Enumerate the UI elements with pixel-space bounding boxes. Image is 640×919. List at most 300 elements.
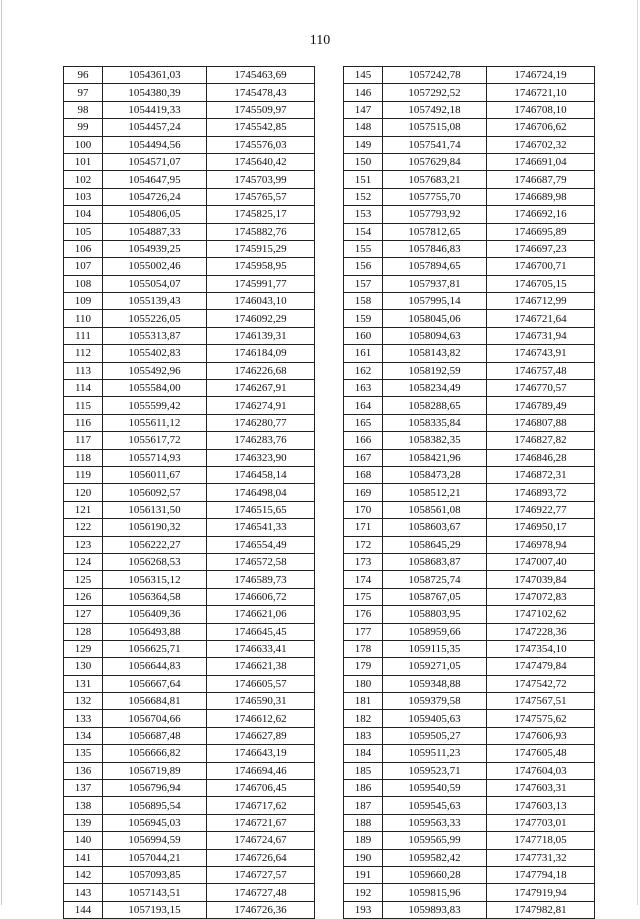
- y-coordinate-cell: 1747479,84: [487, 658, 595, 675]
- y-coordinate-cell: 1746498,04: [207, 484, 315, 501]
- table-row: [64, 67, 315, 84]
- x-coordinate-cell: 1059523,71: [383, 762, 487, 779]
- point-number-cell: 184: [344, 745, 383, 762]
- x-coordinate-cell: 1054939,25: [103, 240, 207, 257]
- y-coordinate-cell: 1747982,81: [487, 901, 595, 918]
- table-row: [344, 275, 595, 292]
- point-number-cell: 160: [344, 327, 383, 344]
- table-row: [344, 67, 595, 84]
- point-number-cell: 98: [64, 101, 103, 118]
- x-coordinate-cell: 1059893,83: [383, 901, 487, 918]
- x-coordinate-cell: 1054571,07: [103, 153, 207, 170]
- point-number-cell: 165: [344, 414, 383, 431]
- point-number-cell: 144: [64, 901, 103, 918]
- table-row: [344, 206, 595, 223]
- y-coordinate-cell: 1747072,83: [487, 588, 595, 605]
- y-coordinate-cell: 1746700,71: [487, 258, 595, 275]
- table-row: [64, 501, 315, 518]
- y-coordinate-cell: 1746697,23: [487, 240, 595, 257]
- y-coordinate-cell: 1746827,82: [487, 432, 595, 449]
- table-row: [64, 84, 315, 101]
- x-coordinate-cell: 1058959,66: [383, 623, 487, 640]
- y-coordinate-cell: 1746621,38: [207, 658, 315, 675]
- y-coordinate-cell: 1746692,16: [487, 206, 595, 223]
- x-coordinate-cell: 1054647,95: [103, 171, 207, 188]
- y-coordinate-cell: 1746612,62: [207, 710, 315, 727]
- table-row: [64, 432, 315, 449]
- x-coordinate-cell: 1059540,59: [383, 780, 487, 797]
- coordinates-table-right: [343, 66, 595, 919]
- y-coordinate-cell: 1747007,40: [487, 553, 595, 570]
- point-number-cell: 141: [64, 849, 103, 866]
- x-coordinate-cell: 1057995,14: [383, 293, 487, 310]
- y-coordinate-cell: 1746712,99: [487, 293, 595, 310]
- table-row: [64, 797, 315, 814]
- x-coordinate-cell: 1054380,39: [103, 84, 207, 101]
- table-row: [64, 240, 315, 257]
- x-coordinate-cell: 1055226,05: [103, 310, 207, 327]
- x-coordinate-cell: 1058603,67: [383, 519, 487, 536]
- y-coordinate-cell: 1746726,36: [207, 901, 315, 918]
- y-coordinate-cell: 1746627,89: [207, 727, 315, 744]
- point-number-cell: 153: [344, 206, 383, 223]
- x-coordinate-cell: 1057093,85: [103, 866, 207, 883]
- x-coordinate-cell: 1058725,74: [383, 571, 487, 588]
- x-coordinate-cell: 1059405,63: [383, 710, 487, 727]
- point-number-cell: 110: [64, 310, 103, 327]
- table-row: [344, 866, 595, 883]
- table-row: [64, 588, 315, 605]
- y-coordinate-cell: 1746708,10: [487, 101, 595, 118]
- y-coordinate-cell: 1746590,31: [207, 693, 315, 710]
- table-row: [344, 380, 595, 397]
- x-coordinate-cell: 1057755,70: [383, 188, 487, 205]
- table-row: [64, 466, 315, 483]
- point-number-cell: 164: [344, 397, 383, 414]
- x-coordinate-cell: 1057683,21: [383, 171, 487, 188]
- scan-edge-right: [637, 0, 638, 905]
- table-row: [344, 901, 595, 918]
- point-number-cell: 136: [64, 762, 103, 779]
- table-row: [344, 258, 595, 275]
- table-row: [344, 223, 595, 240]
- x-coordinate-cell: 1058192,59: [383, 362, 487, 379]
- y-coordinate-cell: 1747575,62: [487, 710, 595, 727]
- x-coordinate-cell: 1059660,28: [383, 866, 487, 883]
- y-coordinate-cell: 1747718,05: [487, 832, 595, 849]
- x-coordinate-cell: 1058473,28: [383, 466, 487, 483]
- point-number-cell: 134: [64, 727, 103, 744]
- table-row: [344, 710, 595, 727]
- point-number-cell: 186: [344, 780, 383, 797]
- table-row: [64, 223, 315, 240]
- point-number-cell: 148: [344, 119, 383, 136]
- table-row: [344, 658, 595, 675]
- table-body-right: [344, 67, 595, 919]
- x-coordinate-cell: 1056409,36: [103, 606, 207, 623]
- table-row: [64, 258, 315, 275]
- point-number-cell: 152: [344, 188, 383, 205]
- y-coordinate-cell: 1746280,77: [207, 414, 315, 431]
- point-number-cell: 122: [64, 519, 103, 536]
- table-row: [344, 484, 595, 501]
- table-body-left: [64, 67, 315, 919]
- table-row: [344, 675, 595, 692]
- point-number-cell: 111: [64, 327, 103, 344]
- table-row: [64, 553, 315, 570]
- y-coordinate-cell: 1746691,04: [487, 153, 595, 170]
- table-row: [64, 693, 315, 710]
- y-coordinate-cell: 1746724,19: [487, 67, 595, 84]
- table-row: [64, 901, 315, 918]
- point-number-cell: 142: [64, 866, 103, 883]
- y-coordinate-cell: 1745542,85: [207, 119, 315, 136]
- table-row: [64, 449, 315, 466]
- table-row: [344, 449, 595, 466]
- table-row: [344, 553, 595, 570]
- y-coordinate-cell: 1745991,77: [207, 275, 315, 292]
- table-row: [64, 345, 315, 362]
- point-number-cell: 132: [64, 693, 103, 710]
- x-coordinate-cell: 1058045,06: [383, 310, 487, 327]
- point-number-cell: 169: [344, 484, 383, 501]
- point-number-cell: 178: [344, 640, 383, 657]
- x-coordinate-cell: 1057193,15: [103, 901, 207, 918]
- point-number-cell: 139: [64, 814, 103, 831]
- y-coordinate-cell: 1745463,69: [207, 67, 315, 84]
- point-number-cell: 171: [344, 519, 383, 536]
- y-coordinate-cell: 1747604,03: [487, 762, 595, 779]
- point-number-cell: 174: [344, 571, 383, 588]
- point-number-cell: 147: [344, 101, 383, 118]
- table-row: [64, 397, 315, 414]
- x-coordinate-cell: 1059348,88: [383, 675, 487, 692]
- table-row: [344, 310, 595, 327]
- point-number-cell: 129: [64, 640, 103, 657]
- point-number-cell: 167: [344, 449, 383, 466]
- x-coordinate-cell: 1058683,87: [383, 553, 487, 570]
- page-number: 110: [309, 33, 331, 48]
- table-row: [64, 814, 315, 831]
- y-coordinate-cell: 1745509,97: [207, 101, 315, 118]
- point-number-cell: 149: [344, 136, 383, 153]
- y-coordinate-cell: 1747603,31: [487, 780, 595, 797]
- table-row: [344, 832, 595, 849]
- table-row: [64, 606, 315, 623]
- y-coordinate-cell: 1746717,62: [207, 797, 315, 814]
- point-number-cell: 128: [64, 623, 103, 640]
- table-row: [344, 884, 595, 901]
- point-number-cell: 97: [64, 84, 103, 101]
- point-number-cell: 145: [344, 67, 383, 84]
- table-row: [64, 188, 315, 205]
- point-number-cell: 96: [64, 67, 103, 84]
- x-coordinate-cell: 1056092,57: [103, 484, 207, 501]
- table-row: [344, 623, 595, 640]
- scan-edge-left: [1, 0, 2, 905]
- point-number-cell: 175: [344, 588, 383, 605]
- y-coordinate-cell: 1746274,91: [207, 397, 315, 414]
- point-number-cell: 189: [344, 832, 383, 849]
- table-row: [344, 327, 595, 344]
- table-row: [64, 536, 315, 553]
- point-number-cell: 131: [64, 675, 103, 692]
- table-row: [344, 797, 595, 814]
- x-coordinate-cell: 1056704,66: [103, 710, 207, 727]
- x-coordinate-cell: 1057894,65: [383, 258, 487, 275]
- y-coordinate-cell: 1745640,42: [207, 153, 315, 170]
- y-coordinate-cell: 1745882,76: [207, 223, 315, 240]
- point-number-cell: 173: [344, 553, 383, 570]
- table-row: [344, 188, 595, 205]
- x-coordinate-cell: 1056796,94: [103, 780, 207, 797]
- y-coordinate-cell: 1747731,32: [487, 849, 595, 866]
- table-row: [64, 866, 315, 883]
- x-coordinate-cell: 1054361,03: [103, 67, 207, 84]
- table-row: [64, 171, 315, 188]
- table-row: [344, 501, 595, 518]
- y-coordinate-cell: 1746789,49: [487, 397, 595, 414]
- y-coordinate-cell: 1747354,10: [487, 640, 595, 657]
- point-number-cell: 157: [344, 275, 383, 292]
- y-coordinate-cell: 1746846,28: [487, 449, 595, 466]
- table-row: [344, 693, 595, 710]
- y-coordinate-cell: 1746458,14: [207, 466, 315, 483]
- table-row: [344, 519, 595, 536]
- y-coordinate-cell: 1746705,15: [487, 275, 595, 292]
- y-coordinate-cell: 1747794,18: [487, 866, 595, 883]
- y-coordinate-cell: 1746605,57: [207, 675, 315, 692]
- x-coordinate-cell: 1057541,74: [383, 136, 487, 153]
- point-number-cell: 119: [64, 466, 103, 483]
- y-coordinate-cell: 1746706,62: [487, 119, 595, 136]
- y-coordinate-cell: 1747606,93: [487, 727, 595, 744]
- point-number-cell: 105: [64, 223, 103, 240]
- x-coordinate-cell: 1057515,08: [383, 119, 487, 136]
- table-row: [64, 832, 315, 849]
- table-row: [344, 101, 595, 118]
- table-row: [64, 849, 315, 866]
- y-coordinate-cell: 1747228,36: [487, 623, 595, 640]
- point-number-cell: 125: [64, 571, 103, 588]
- x-coordinate-cell: 1058234,49: [383, 380, 487, 397]
- table-row: [64, 380, 315, 397]
- table-row: [64, 275, 315, 292]
- point-number-cell: 126: [64, 588, 103, 605]
- point-number-cell: 113: [64, 362, 103, 379]
- point-number-cell: 162: [344, 362, 383, 379]
- point-number-cell: 112: [64, 345, 103, 362]
- x-coordinate-cell: 1059545,63: [383, 797, 487, 814]
- point-number-cell: 123: [64, 536, 103, 553]
- y-coordinate-cell: 1747603,13: [487, 797, 595, 814]
- y-coordinate-cell: 1746922,77: [487, 501, 595, 518]
- x-coordinate-cell: 1059379,58: [383, 693, 487, 710]
- x-coordinate-cell: 1055002,46: [103, 258, 207, 275]
- y-coordinate-cell: 1746643,19: [207, 745, 315, 762]
- point-number-cell: 161: [344, 345, 383, 362]
- x-coordinate-cell: 1056011,67: [103, 466, 207, 483]
- x-coordinate-cell: 1058382,35: [383, 432, 487, 449]
- y-coordinate-cell: 1746702,32: [487, 136, 595, 153]
- y-coordinate-cell: 1746731,94: [487, 327, 595, 344]
- y-coordinate-cell: 1746727,48: [207, 884, 315, 901]
- table-row: [64, 414, 315, 431]
- point-number-cell: 114: [64, 380, 103, 397]
- table-row: [64, 327, 315, 344]
- x-coordinate-cell: 1055139,43: [103, 293, 207, 310]
- point-number-cell: 117: [64, 432, 103, 449]
- point-number-cell: 172: [344, 536, 383, 553]
- y-coordinate-cell: 1746645,45: [207, 623, 315, 640]
- x-coordinate-cell: 1059582,42: [383, 849, 487, 866]
- table-row: [64, 640, 315, 657]
- y-coordinate-cell: 1746721,67: [207, 814, 315, 831]
- x-coordinate-cell: 1055611,12: [103, 414, 207, 431]
- y-coordinate-cell: 1745825,17: [207, 206, 315, 223]
- x-coordinate-cell: 1057143,51: [103, 884, 207, 901]
- x-coordinate-cell: 1058803,95: [383, 606, 487, 623]
- x-coordinate-cell: 1059565,99: [383, 832, 487, 849]
- x-coordinate-cell: 1056222,27: [103, 536, 207, 553]
- x-coordinate-cell: 1058288,65: [383, 397, 487, 414]
- x-coordinate-cell: 1059271,05: [383, 658, 487, 675]
- table-row: [344, 432, 595, 449]
- y-coordinate-cell: 1746950,17: [487, 519, 595, 536]
- table-row: [344, 293, 595, 310]
- point-number-cell: 170: [344, 501, 383, 518]
- x-coordinate-cell: 1055584,00: [103, 380, 207, 397]
- x-coordinate-cell: 1055599,42: [103, 397, 207, 414]
- x-coordinate-cell: 1057242,78: [383, 67, 487, 84]
- table-row: [344, 136, 595, 153]
- x-coordinate-cell: 1056945,03: [103, 814, 207, 831]
- y-coordinate-cell: 1746554,49: [207, 536, 315, 553]
- x-coordinate-cell: 1058561,08: [383, 501, 487, 518]
- table-row: [344, 536, 595, 553]
- table-row: [344, 84, 595, 101]
- x-coordinate-cell: 1057292,52: [383, 84, 487, 101]
- point-number-cell: 116: [64, 414, 103, 431]
- point-number-cell: 102: [64, 171, 103, 188]
- coordinates-table-left: [63, 66, 315, 919]
- point-number-cell: 179: [344, 658, 383, 675]
- table-row: [344, 780, 595, 797]
- x-coordinate-cell: 1055492,96: [103, 362, 207, 379]
- x-coordinate-cell: 1054419,33: [103, 101, 207, 118]
- table-row: [64, 362, 315, 379]
- table-row: [344, 397, 595, 414]
- y-coordinate-cell: 1745703,99: [207, 171, 315, 188]
- y-coordinate-cell: 1746092,29: [207, 310, 315, 327]
- point-number-cell: 103: [64, 188, 103, 205]
- point-number-cell: 168: [344, 466, 383, 483]
- y-coordinate-cell: 1745478,43: [207, 84, 315, 101]
- y-coordinate-cell: 1746770,57: [487, 380, 595, 397]
- y-coordinate-cell: 1746689,98: [487, 188, 595, 205]
- x-coordinate-cell: 1059563,33: [383, 814, 487, 831]
- x-coordinate-cell: 1054494,56: [103, 136, 207, 153]
- point-number-cell: 159: [344, 310, 383, 327]
- x-coordinate-cell: 1056644,83: [103, 658, 207, 675]
- table-row: [344, 571, 595, 588]
- point-number-cell: 158: [344, 293, 383, 310]
- x-coordinate-cell: 1057492,18: [383, 101, 487, 118]
- point-number-cell: 146: [344, 84, 383, 101]
- y-coordinate-cell: 1747919,94: [487, 884, 595, 901]
- x-coordinate-cell: 1056315,12: [103, 571, 207, 588]
- table-row: [344, 362, 595, 379]
- x-coordinate-cell: 1058767,05: [383, 588, 487, 605]
- point-number-cell: 130: [64, 658, 103, 675]
- point-number-cell: 193: [344, 901, 383, 918]
- table-row: [344, 762, 595, 779]
- x-coordinate-cell: 1055617,72: [103, 432, 207, 449]
- y-coordinate-cell: 1745915,29: [207, 240, 315, 257]
- table-row: [344, 171, 595, 188]
- table-row: [64, 484, 315, 501]
- y-coordinate-cell: 1746139,31: [207, 327, 315, 344]
- point-number-cell: 99: [64, 119, 103, 136]
- y-coordinate-cell: 1745958,95: [207, 258, 315, 275]
- y-coordinate-cell: 1745576,03: [207, 136, 315, 153]
- point-number-cell: 100: [64, 136, 103, 153]
- x-coordinate-cell: 1059115,35: [383, 640, 487, 657]
- x-coordinate-cell: 1056994,59: [103, 832, 207, 849]
- table-row: [344, 414, 595, 431]
- x-coordinate-cell: 1058512,21: [383, 484, 487, 501]
- point-number-cell: 180: [344, 675, 383, 692]
- point-number-cell: 120: [64, 484, 103, 501]
- x-coordinate-cell: 1056719,89: [103, 762, 207, 779]
- x-coordinate-cell: 1058094,63: [383, 327, 487, 344]
- point-number-cell: 156: [344, 258, 383, 275]
- y-coordinate-cell: 1746872,31: [487, 466, 595, 483]
- y-coordinate-cell: 1746043,10: [207, 293, 315, 310]
- table-row: [64, 727, 315, 744]
- y-coordinate-cell: 1746726,64: [207, 849, 315, 866]
- y-coordinate-cell: 1746727,57: [207, 866, 315, 883]
- y-coordinate-cell: 1746687,79: [487, 171, 595, 188]
- table-row: [64, 136, 315, 153]
- table-row: [64, 153, 315, 170]
- x-coordinate-cell: 1055054,07: [103, 275, 207, 292]
- point-number-cell: 101: [64, 153, 103, 170]
- x-coordinate-cell: 1057793,92: [383, 206, 487, 223]
- point-number-cell: 182: [344, 710, 383, 727]
- table-row: [344, 345, 595, 362]
- y-coordinate-cell: 1747542,72: [487, 675, 595, 692]
- point-number-cell: 177: [344, 623, 383, 640]
- x-coordinate-cell: 1058645,29: [383, 536, 487, 553]
- x-coordinate-cell: 1058421,96: [383, 449, 487, 466]
- table-row: [344, 606, 595, 623]
- point-number-cell: 183: [344, 727, 383, 744]
- y-coordinate-cell: 1746724,67: [207, 832, 315, 849]
- point-number-cell: 140: [64, 832, 103, 849]
- table-row: [64, 119, 315, 136]
- point-number-cell: 176: [344, 606, 383, 623]
- table-row: [64, 623, 315, 640]
- point-number-cell: 191: [344, 866, 383, 883]
- table-row: [64, 310, 315, 327]
- point-number-cell: 108: [64, 275, 103, 292]
- x-coordinate-cell: 1056625,71: [103, 640, 207, 657]
- x-coordinate-cell: 1057629,84: [383, 153, 487, 170]
- table-row: [64, 519, 315, 536]
- y-coordinate-cell: 1746515,65: [207, 501, 315, 518]
- y-coordinate-cell: 1746706,45: [207, 780, 315, 797]
